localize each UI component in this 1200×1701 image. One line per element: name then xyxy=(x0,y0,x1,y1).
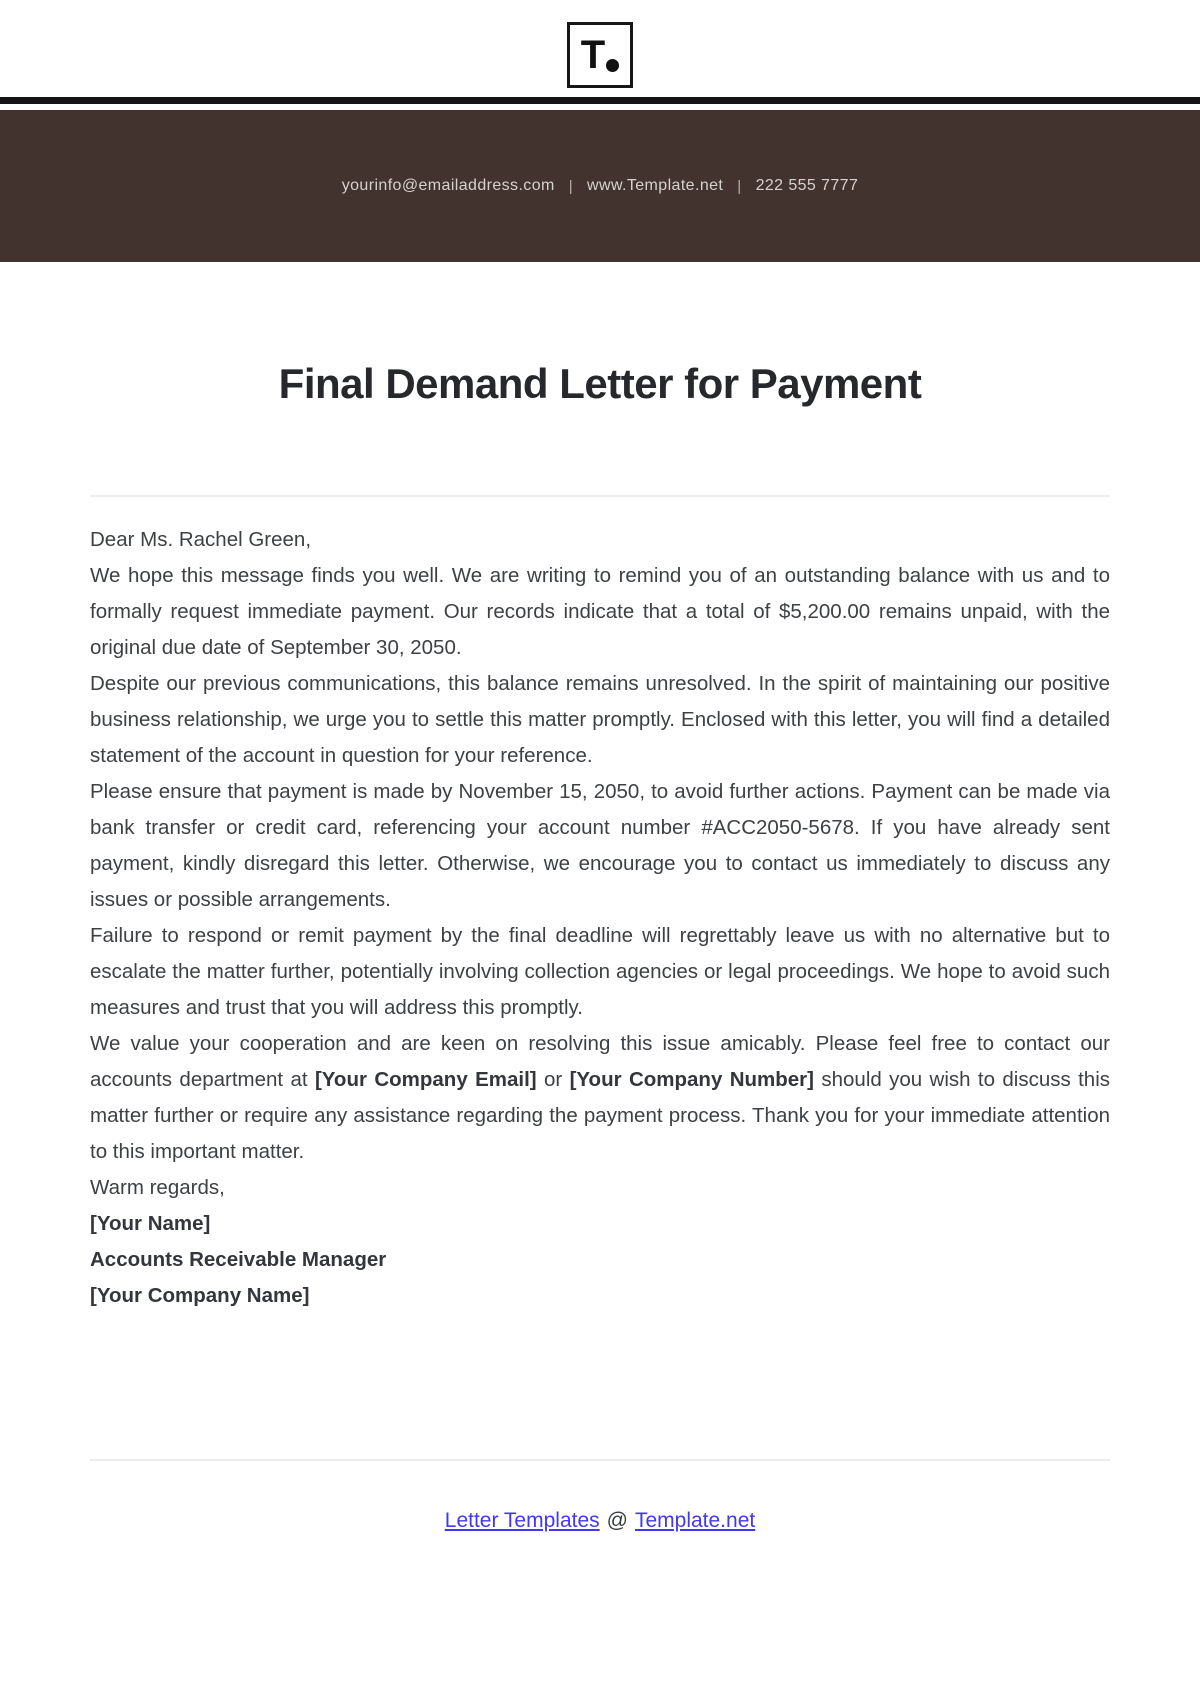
logo-dot-icon xyxy=(606,59,619,72)
contact-paragraph-text: or xyxy=(536,1068,570,1091)
salutation: Dear Ms. Rachel Green, xyxy=(90,528,312,551)
letter-body xyxy=(90,522,1110,1314)
page-title: Final Demand Letter for Payment xyxy=(278,360,922,407)
contact-separator: | xyxy=(568,177,574,195)
contact-website: www.Template.net xyxy=(587,177,724,194)
closing: Warm regards, xyxy=(90,1176,225,1199)
contact-paragraph-text: We value your cooperation and are keen on resolving this issue amicably. Please feel free to contact our accounts department at xyxy=(90,1032,1110,1091)
contact-phone: 222 555 7777 xyxy=(755,177,859,194)
top-horizontal-rule xyxy=(0,97,1200,104)
contact-separator: | xyxy=(737,177,742,195)
signature-company: [Your Company Name] xyxy=(90,1284,310,1307)
contact-paragraph-text: should you wish to discuss this matter further or require any assistance regarding the payment process. Thank you for your immediate attention to this important matter. xyxy=(90,1068,1111,1163)
template-net-logo xyxy=(567,22,633,88)
letter-paragraph: Please ensure that payment is made by November 15, 2050, to avoid further actions. Payment can be made via bank transfer or credit card, referencing your account number #ACC2050-5678. If you have already sent payment, kindly disregard this letter. Otherwise, we encourage you to contact us immediately to discuss any issues or possible arrangements. xyxy=(90,780,1110,911)
signature-job-title: Accounts Receivable Manager xyxy=(90,1248,387,1271)
letter-paragraph: We hope this message finds you well. We are writing to remind you of an outstanding balance with us and to formally request immediate payment. Our records indicate that a total of $5,200.00 remains unpaid, with the original due date of September 30, 2050. xyxy=(90,564,1110,659)
footer-divider xyxy=(90,1459,1110,1461)
logo-letter: T xyxy=(580,33,605,77)
template-net-link[interactable]: Template.net xyxy=(634,1509,756,1532)
contact-info-line xyxy=(342,177,859,195)
letter-paragraph: Despite our previous communications, this balance remains unresolved. In the spirit of maintaining our positive business relationship, we urge you to settle this matter promptly. Enclosed with this letter, you will find a detailed statement of the account in question for your reference. xyxy=(90,672,1110,767)
company-number-placeholder: [Your Company Number] xyxy=(569,1068,814,1091)
company-email-placeholder: [Your Company Email] xyxy=(314,1068,537,1091)
letter-templates-link[interactable]: Letter Templates xyxy=(444,1509,600,1532)
brand-contact-band xyxy=(0,110,1200,262)
logo-container xyxy=(0,0,1200,88)
footer-at-symbol: @ xyxy=(606,1509,628,1532)
letter-paragraph-contact xyxy=(90,1026,1110,1170)
letter-paragraph: Failure to respond or remit payment by the final deadline will regrettably leave us with no alternative but to escalate the matter further, potentially involving collection agencies or legal proceedings. We hope to avoid such measures and trust that you will address this promptly. xyxy=(90,924,1110,1019)
contact-email: yourinfo@emailaddress.com xyxy=(341,177,555,194)
signature-name: [Your Name] xyxy=(90,1212,211,1235)
title-divider xyxy=(90,495,1110,497)
footer xyxy=(0,1509,1200,1533)
